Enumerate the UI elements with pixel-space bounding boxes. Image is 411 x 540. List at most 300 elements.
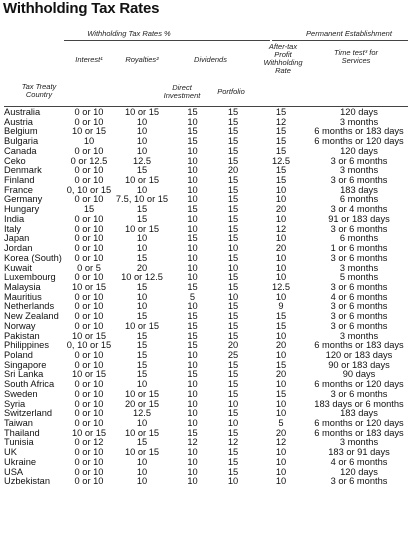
royalties-cell: 15 xyxy=(136,350,148,360)
header-time-test: Time test³ for Services xyxy=(333,48,379,65)
header-rule-permanent xyxy=(272,40,408,41)
time-test-cell: 91 or 183 days xyxy=(328,214,390,224)
time-test-cell: 120 or 183 days xyxy=(325,350,393,360)
interest-cell: 0, 10 or 15 xyxy=(66,341,112,351)
direct-investment-cell: 10 xyxy=(187,350,198,360)
country-cell: Uzbekistan xyxy=(4,477,50,487)
interest-cell: 0 or 10 xyxy=(74,448,104,458)
after-tax-profit-cell: 15 xyxy=(275,108,287,117)
portfolio-cell: 15 xyxy=(227,108,239,117)
interest-cell: 0 or 10 xyxy=(74,195,104,205)
interest-cell: 10 or 15 xyxy=(71,282,107,292)
table-row xyxy=(4,370,407,380)
interest-cell: 0 or 10 xyxy=(74,273,104,283)
interest-cell: 0 or 10 xyxy=(74,244,104,254)
after-tax-profit-cell: 9 xyxy=(278,302,284,312)
after-tax-profit-cell: 10 xyxy=(275,214,287,224)
after-tax-profit-cell: 15 xyxy=(275,312,287,322)
table-row xyxy=(4,273,407,283)
direct-investment-cell: 10 xyxy=(187,409,198,419)
portfolio-cell: 10 xyxy=(227,399,239,409)
direct-investment-cell: 15 xyxy=(187,312,198,322)
table-row xyxy=(4,108,407,118)
interest-cell: 0 or 10 xyxy=(74,360,104,370)
portfolio-cell: 15 xyxy=(227,380,239,390)
interest-cell: 0 or 10 xyxy=(74,467,104,477)
direct-investment-cell: 15 xyxy=(187,321,198,331)
after-tax-profit-cell: 10 xyxy=(275,350,287,360)
interest-cell: 0 or 10 xyxy=(74,234,104,244)
after-tax-profit-cell: 10 xyxy=(275,448,287,458)
time-test-cell: 3 or 6 months xyxy=(330,302,388,312)
portfolio-cell: 15 xyxy=(227,195,239,205)
portfolio-cell: 15 xyxy=(227,282,239,292)
royalties-cell: 15 xyxy=(136,282,148,292)
after-tax-profit-cell: 12 xyxy=(275,224,287,234)
after-tax-profit-cell: 12.5 xyxy=(271,282,291,292)
header-dividends: Dividends xyxy=(194,55,227,64)
time-test-cell: 3 or 6 months xyxy=(330,321,388,331)
royalties-cell: 15 xyxy=(136,360,148,370)
direct-investment-cell: 10 xyxy=(187,117,198,127)
time-test-cell: 3 or 6 months xyxy=(330,253,388,263)
country-cell: Denmark xyxy=(4,166,42,176)
royalties-cell: 10 or 15 xyxy=(124,176,160,186)
interest-cell: 0 or 10 xyxy=(74,146,104,156)
country-cell: Korea (South) xyxy=(4,253,62,263)
time-test-cell: 90 days xyxy=(342,370,376,380)
direct-investment-cell: 5 xyxy=(189,292,196,302)
royalties-cell: 10 or 15 xyxy=(124,448,160,458)
country-cell: Taiwan xyxy=(4,419,33,428)
after-tax-profit-cell: 15 xyxy=(275,389,287,399)
after-tax-profit-cell: 15 xyxy=(275,176,287,186)
country-cell: Jordan xyxy=(4,244,33,254)
time-test-cell: 6 months or 120 days xyxy=(314,419,404,428)
portfolio-cell: 15 xyxy=(227,312,239,322)
after-tax-profit-cell: 20 xyxy=(275,205,287,215)
country-cell: Philippines xyxy=(4,341,49,351)
table-row xyxy=(4,147,407,157)
portfolio-cell: 10 xyxy=(227,419,239,428)
portfolio-cell: 15 xyxy=(227,176,239,186)
royalties-cell: 15 xyxy=(136,253,148,263)
after-tax-profit-cell: 15 xyxy=(275,321,287,331)
table-row xyxy=(4,302,407,312)
time-test-cell: 120 days xyxy=(340,146,378,156)
table-row xyxy=(4,205,407,215)
time-test-cell: 183 days xyxy=(340,185,378,195)
withholding-tax-table xyxy=(4,108,407,487)
header-bottom-rule xyxy=(4,106,408,107)
time-test-cell: 120 days xyxy=(340,467,378,477)
direct-investment-cell: 10 xyxy=(187,244,198,254)
royalties-cell: 10 or 15 xyxy=(124,108,160,117)
after-tax-profit-cell: 12.5 xyxy=(271,156,291,166)
table-row xyxy=(4,264,407,274)
country-cell: USA xyxy=(4,467,24,477)
portfolio-cell: 15 xyxy=(227,409,239,419)
country-cell: Hungary xyxy=(4,205,40,215)
country-cell: Belgium xyxy=(4,127,38,137)
time-test-cell: 6 months or 183 days xyxy=(314,341,404,351)
direct-investment-cell: 10 xyxy=(187,419,198,428)
table-row xyxy=(4,157,407,167)
interest-cell: 0 or 10 xyxy=(74,409,104,419)
royalties-cell: 15 xyxy=(136,331,148,341)
portfolio-cell: 15 xyxy=(227,331,239,341)
country-cell: Pakistan xyxy=(4,331,40,341)
time-test-cell: 4 or 6 months xyxy=(330,457,388,467)
interest-cell: 0 or 10 xyxy=(74,292,104,302)
direct-investment-cell: 15 xyxy=(187,370,198,380)
country-cell: Australia xyxy=(4,108,41,117)
country-cell: Luxembourg xyxy=(4,273,56,283)
time-test-cell: 3 months xyxy=(339,438,379,448)
table-row xyxy=(4,341,407,351)
after-tax-profit-cell: 10 xyxy=(275,380,287,390)
direct-investment-cell: 10 xyxy=(187,380,198,390)
table-row xyxy=(4,332,407,342)
after-tax-profit-cell: 12 xyxy=(275,117,287,127)
portfolio-cell: 15 xyxy=(227,360,239,370)
interest-cell: 10 or 15 xyxy=(71,331,107,341)
interest-cell: 0 or 10 xyxy=(74,166,104,176)
after-tax-profit-cell: 15 xyxy=(275,146,287,156)
direct-investment-cell: 10 xyxy=(187,156,198,166)
country-cell: Japan xyxy=(4,234,30,244)
table-row xyxy=(4,118,407,128)
portfolio-cell: 20 xyxy=(227,166,239,176)
portfolio-cell: 15 xyxy=(227,273,239,283)
direct-investment-cell: 15 xyxy=(187,127,198,137)
interest-cell: 0 or 10 xyxy=(74,350,104,360)
country-cell: New Zealand xyxy=(4,312,59,322)
header-portfolio: Portfolio xyxy=(217,87,245,96)
country-cell: Singapore xyxy=(4,360,47,370)
after-tax-profit-cell: 15 xyxy=(275,166,287,176)
after-tax-profit-cell: 10 xyxy=(275,234,287,244)
after-tax-profit-cell: 15 xyxy=(275,127,287,137)
interest-cell: 0 or 10 xyxy=(74,380,104,390)
header-treaty-country: Tax Treaty Country xyxy=(21,82,57,99)
header-interest: Interest¹ xyxy=(75,55,103,64)
table-row xyxy=(4,234,407,244)
interest-cell: 0 or 12 xyxy=(74,438,104,448)
interest-cell: 0, 10 or 15 xyxy=(66,185,112,195)
table-row xyxy=(4,429,407,439)
table-row xyxy=(4,293,407,303)
after-tax-profit-cell: 10 xyxy=(275,457,287,467)
table-row xyxy=(4,390,407,400)
time-test-cell: 3 or 6 months xyxy=(330,389,388,399)
after-tax-profit-cell: 20 xyxy=(275,341,287,351)
table-row xyxy=(4,361,407,371)
country-cell: Thailand xyxy=(4,428,40,438)
time-test-cell: 1 or 6 months xyxy=(330,244,388,254)
portfolio-cell: 15 xyxy=(227,457,239,467)
after-tax-profit-cell: 15 xyxy=(275,137,287,147)
after-tax-profit-cell: 10 xyxy=(275,467,287,477)
royalties-cell: 15 xyxy=(136,166,148,176)
interest-cell: 10 or 15 xyxy=(71,428,107,438)
table-row xyxy=(4,448,407,458)
direct-investment-cell: 10 xyxy=(187,457,198,467)
country-cell: Mauritius xyxy=(4,292,42,302)
country-cell: Tunisia xyxy=(4,438,34,448)
after-tax-profit-cell: 10 xyxy=(275,185,287,195)
portfolio-cell: 15 xyxy=(227,448,239,458)
table-row xyxy=(4,137,407,147)
direct-investment-cell: 10 xyxy=(187,176,198,186)
direct-investment-cell: 10 xyxy=(187,389,198,399)
royalties-cell: 10 xyxy=(136,419,148,428)
interest-cell: 0 or 10 xyxy=(74,389,104,399)
direct-investment-cell: 10 xyxy=(187,448,198,458)
table-row xyxy=(4,438,407,448)
royalties-cell: 10 or 15 xyxy=(124,389,160,399)
royalties-cell: 10 or 12.5 xyxy=(121,273,163,283)
country-cell: Kuwait xyxy=(4,263,32,273)
portfolio-cell: 15 xyxy=(227,146,239,156)
table-row xyxy=(4,351,407,361)
royalties-cell: 10 or 15 xyxy=(124,321,160,331)
table-row xyxy=(4,195,407,205)
after-tax-profit-cell: 10 xyxy=(275,399,287,409)
portfolio-cell: 15 xyxy=(227,321,239,331)
country-cell: Canada xyxy=(4,146,37,156)
country-cell: Ukraine xyxy=(4,457,37,467)
direct-investment-cell: 10 xyxy=(187,477,198,487)
time-test-cell: 6 months or 120 days xyxy=(314,380,404,390)
table-row xyxy=(4,322,407,332)
interest-cell: 0 or 10 xyxy=(74,302,104,312)
time-test-cell: 3 or 6 months xyxy=(330,156,388,166)
royalties-cell: 10 xyxy=(136,380,148,390)
royalties-cell: 15 xyxy=(136,341,148,351)
direct-investment-cell: 10 xyxy=(187,166,198,176)
interest-cell: 0 or 10 xyxy=(74,457,104,467)
portfolio-cell: 20 xyxy=(227,341,239,351)
interest-cell: 0 or 10 xyxy=(74,108,104,117)
country-cell: India xyxy=(4,214,25,224)
interest-cell: 0 or 12.5 xyxy=(70,156,108,166)
table-row xyxy=(4,254,407,264)
after-tax-profit-cell: 10 xyxy=(275,273,287,283)
interest-cell: 0 or 10 xyxy=(74,224,104,234)
portfolio-cell: 15 xyxy=(227,253,239,263)
direct-investment-cell: 10 xyxy=(187,467,198,477)
portfolio-cell: 15 xyxy=(227,117,239,127)
after-tax-profit-cell: 5 xyxy=(278,419,284,428)
table-row xyxy=(4,283,407,293)
time-test-cell: 183 days xyxy=(340,409,378,419)
country-cell: Norway xyxy=(4,321,36,331)
after-tax-profit-cell: 15 xyxy=(275,360,287,370)
time-test-cell: 90 or 183 days xyxy=(328,360,390,370)
portfolio-cell: 15 xyxy=(227,370,239,380)
royalties-cell: 15 xyxy=(136,370,148,380)
direct-investment-cell: 10 xyxy=(187,360,198,370)
time-test-cell: 183 or 91 days xyxy=(328,448,390,458)
page-title: Withholding Tax Rates xyxy=(3,0,160,17)
royalties-cell: 10 xyxy=(136,117,148,127)
direct-investment-cell: 15 xyxy=(187,137,198,147)
table-row xyxy=(4,186,407,196)
portfolio-cell: 10 xyxy=(227,292,239,302)
portfolio-cell: 15 xyxy=(227,428,239,438)
time-test-cell: 183 days or 6 months xyxy=(314,399,404,409)
direct-investment-cell: 15 xyxy=(187,234,198,244)
interest-cell: 0 or 5 xyxy=(77,263,101,273)
after-tax-profit-cell: 10 xyxy=(275,292,287,302)
direct-investment-cell: 10 xyxy=(187,185,198,195)
table-row xyxy=(4,244,407,254)
time-test-cell: 3 months xyxy=(339,331,379,341)
time-test-cell: 3 or 6 months xyxy=(330,224,388,234)
direct-investment-cell: 10 xyxy=(187,224,198,234)
portfolio-cell: 25 xyxy=(227,350,239,360)
royalties-cell: 10 or 15 xyxy=(124,428,160,438)
header-withholding-group: Withholding Tax Rates % xyxy=(87,29,171,38)
table-row xyxy=(4,127,407,137)
royalties-cell: 10 xyxy=(136,457,148,467)
time-test-cell: 3 or 6 months xyxy=(330,176,388,186)
country-cell: Poland xyxy=(4,350,33,360)
after-tax-profit-cell: 20 xyxy=(275,370,287,380)
header-royalties: Royalties² xyxy=(125,55,159,64)
time-test-cell: 3 months xyxy=(339,263,379,273)
header-permanent-group: Permanent Establishment xyxy=(306,29,392,38)
royalties-cell: 15 xyxy=(136,312,148,322)
after-tax-profit-cell: 20 xyxy=(275,428,287,438)
portfolio-cell: 15 xyxy=(227,185,239,195)
portfolio-cell: 15 xyxy=(227,214,239,224)
after-tax-profit-cell: 10 xyxy=(275,409,287,419)
royalties-cell: 15 xyxy=(136,205,148,215)
royalties-cell: 10 xyxy=(136,477,148,487)
interest-cell: 10 or 15 xyxy=(71,370,107,380)
interest-cell: 0 or 10 xyxy=(74,321,104,331)
interest-cell: 0 or 10 xyxy=(74,117,104,127)
direct-investment-cell: 10 xyxy=(187,214,198,224)
royalties-cell: 10 xyxy=(136,292,148,302)
royalties-cell: 10 xyxy=(136,146,148,156)
interest-cell: 0 or 10 xyxy=(74,214,104,224)
royalties-cell: 12.5 xyxy=(132,409,152,419)
direct-investment-cell: 15 xyxy=(187,428,198,438)
after-tax-profit-cell: 10 xyxy=(275,263,287,273)
time-test-cell: 3 or 6 months xyxy=(330,312,388,322)
country-cell: Germany xyxy=(4,195,43,205)
direct-investment-cell: 10 xyxy=(187,263,198,273)
portfolio-cell: 12 xyxy=(227,438,239,448)
royalties-cell: 15 xyxy=(136,214,148,224)
direct-investment-cell: 10 xyxy=(187,253,198,263)
time-test-cell: 6 months xyxy=(339,195,379,205)
direct-investment-cell: 15 xyxy=(187,108,198,117)
interest-cell: 0 or 10 xyxy=(74,176,104,186)
header-after-tax-profit: After-tax Profit Withholding Rate xyxy=(263,42,303,75)
after-tax-profit-cell: 10 xyxy=(275,253,287,263)
country-cell: Italy xyxy=(4,224,22,234)
direct-investment-cell: 15 xyxy=(187,341,198,351)
interest-cell: 0 or 10 xyxy=(74,477,104,487)
time-test-cell: 3 months xyxy=(339,166,379,176)
after-tax-profit-cell: 10 xyxy=(275,477,287,487)
direct-investment-cell: 10 xyxy=(187,302,198,312)
royalties-cell: 20 or 15 xyxy=(124,399,160,409)
interest-cell: 10 or 15 xyxy=(71,127,107,137)
table-row xyxy=(4,458,407,468)
direct-investment-cell: 10 xyxy=(187,146,198,156)
table-row xyxy=(4,400,407,410)
time-test-cell: 6 months or 183 days xyxy=(314,127,404,137)
time-test-cell: 3 or 6 months xyxy=(330,477,388,487)
table-row xyxy=(4,468,407,478)
interest-cell: 15 xyxy=(83,205,95,215)
portfolio-cell: 15 xyxy=(227,467,239,477)
country-cell: Austria xyxy=(4,117,33,127)
table-row xyxy=(4,419,407,429)
portfolio-cell: 10 xyxy=(227,263,239,273)
royalties-cell: 10 xyxy=(136,244,148,254)
country-cell: South Africa xyxy=(4,380,55,390)
after-tax-profit-cell: 10 xyxy=(275,331,287,341)
royalties-cell: 10 or 15 xyxy=(124,224,160,234)
royalties-cell: 10 xyxy=(136,137,148,147)
country-cell: Syria xyxy=(4,399,26,409)
portfolio-cell: 15 xyxy=(227,389,239,399)
country-cell: UK xyxy=(4,448,17,458)
after-tax-profit-cell: 20 xyxy=(275,244,287,254)
country-cell: Malaysia xyxy=(4,282,41,292)
country-cell: Netherlands xyxy=(4,302,55,312)
after-tax-profit-cell: 10 xyxy=(275,195,287,205)
royalties-cell: 15 xyxy=(136,438,148,448)
direct-investment-cell: 15 xyxy=(187,205,198,215)
interest-cell: 0 or 10 xyxy=(74,253,104,263)
royalties-cell: 12.5 xyxy=(132,156,152,166)
direct-investment-cell: 15 xyxy=(187,282,198,292)
table-row xyxy=(4,225,407,235)
time-test-cell: 120 days xyxy=(340,108,378,117)
table-row xyxy=(4,477,407,487)
interest-cell: 0 or 10 xyxy=(74,419,104,428)
direct-investment-cell: 10 xyxy=(187,273,198,283)
time-test-cell: 6 months xyxy=(339,234,379,244)
portfolio-cell: 15 xyxy=(227,224,239,234)
time-test-cell: 6 months or 183 days xyxy=(314,428,404,438)
royalties-cell: 10 xyxy=(136,467,148,477)
country-cell: Switzerland xyxy=(4,409,53,419)
header-direct-investment: Direct Investment xyxy=(163,83,201,100)
country-cell: Bulgaria xyxy=(4,137,39,147)
time-test-cell: 5 months xyxy=(339,273,379,283)
portfolio-cell: 15 xyxy=(227,302,239,312)
royalties-cell: 10 xyxy=(136,234,148,244)
portfolio-cell: 10 xyxy=(227,477,239,487)
royalties-cell: 7.5, 10 or 15 xyxy=(115,195,169,205)
header-rule-withholding xyxy=(64,40,270,41)
table-row xyxy=(4,166,407,176)
after-tax-profit-cell: 12 xyxy=(275,438,287,448)
interest-cell: 0 or 10 xyxy=(74,399,104,409)
country-cell: Finland xyxy=(4,176,35,186)
direct-investment-cell: 12 xyxy=(187,438,198,448)
country-cell: Sweden xyxy=(4,389,38,399)
portfolio-cell: 15 xyxy=(227,156,239,166)
